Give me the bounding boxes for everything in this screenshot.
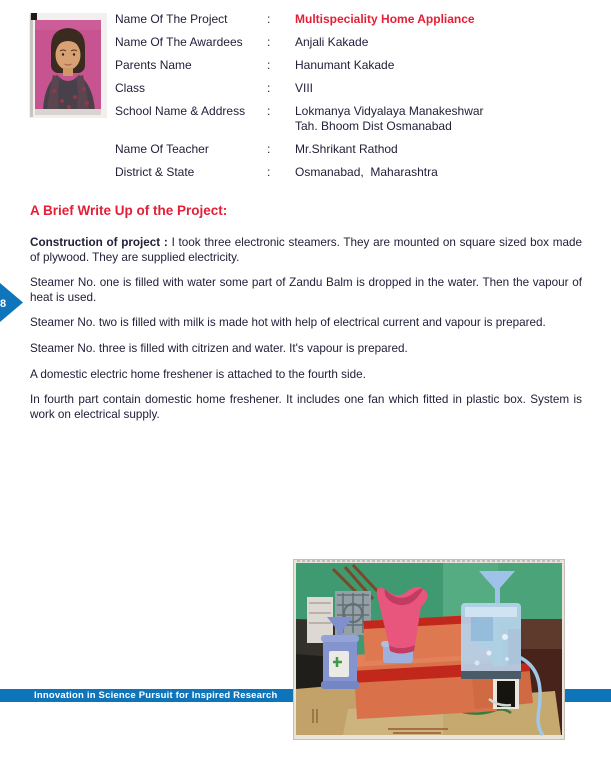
paragraph-text: In fourth part contain domestic home freshener. It includes one fan which fitted in plastic box. System is work on electrical supply. [30, 393, 582, 421]
project-info-table [115, 12, 601, 188]
awardee-name: Anjali Kakade [295, 35, 369, 49]
info-separator: : [267, 142, 271, 156]
info-label: School Name & Address [115, 104, 246, 118]
writeup-paragraph [30, 236, 582, 265]
info-row-class [115, 81, 601, 96]
project-photo-graphic [293, 559, 565, 740]
paragraph-text: Steamer No. three is filled with citrizen and water. It's vapour is prepared. [30, 341, 408, 355]
info-row-school [115, 104, 601, 134]
info-separator: : [267, 81, 271, 95]
paragraph-text: I took three electronic steamers. They are mounted on square sized box made of plywood. They are supplied electricity. [30, 236, 582, 264]
info-separator: : [267, 104, 271, 118]
paragraph-text: Steamer No. two is filled with milk is made hot with help of electrical current and vapour is prepared. [30, 316, 546, 330]
arrow-right-icon [0, 283, 23, 322]
writeup-paragraph [30, 342, 582, 357]
info-label: Class [115, 81, 146, 95]
info-label: District & State [115, 165, 195, 179]
teacher-name: Mr.Shrikant Rathod [295, 142, 398, 156]
footer-slogan: Innovation in Science Pursuit for Inspired Research [34, 690, 278, 701]
info-row-project [115, 12, 601, 27]
paragraph-text: A domestic electric home freshener is attached to the fourth side. [30, 367, 366, 381]
writeup-paragraph [30, 276, 582, 305]
paragraph-text: Steamer No. one is filled with water some part of Zandu Balm is dropped in the water. Then the vapour of heat is used. [30, 276, 582, 304]
school-name-line1: Lokmanya Vidyalaya Manakeshwar [295, 104, 484, 118]
class-value: VIII [295, 81, 314, 95]
awardee-portrait-graphic [29, 13, 107, 118]
info-separator: : [267, 165, 271, 179]
page-number-marker [0, 283, 23, 322]
info-label: Parents Name [115, 58, 192, 72]
writeup-paragraph [30, 393, 582, 422]
info-label: Name Of The Project [115, 12, 228, 26]
info-row-parents [115, 58, 601, 73]
writeup-paragraph [30, 316, 582, 331]
info-separator: : [267, 35, 271, 49]
info-label: Name Of Teacher [115, 142, 209, 156]
info-separator: : [267, 58, 271, 72]
page-number-text: 8 [0, 298, 7, 310]
project-photograph [293, 559, 565, 740]
info-separator: : [267, 12, 271, 26]
project-title: Multispeciality Home Appliance [295, 12, 475, 26]
writeup-section [30, 203, 582, 433]
parent-name: Hanumant Kakade [295, 58, 395, 72]
info-row-district [115, 165, 601, 180]
info-row-teacher [115, 142, 601, 157]
district-state: Osmanabad, Maharashtra [295, 165, 438, 179]
paragraph-lead: Construction of project : [30, 236, 172, 249]
writeup-heading: A Brief Write Up of the Project: [30, 203, 228, 218]
awardee-portrait-photo [29, 13, 107, 118]
info-row-awardee [115, 35, 601, 50]
info-label: Name Of The Awardees [115, 35, 243, 49]
school-name-address [295, 104, 601, 134]
school-name-line2: Tah. Bhoom Dist Osmanabad [295, 119, 452, 133]
writeup-paragraph [30, 368, 582, 383]
